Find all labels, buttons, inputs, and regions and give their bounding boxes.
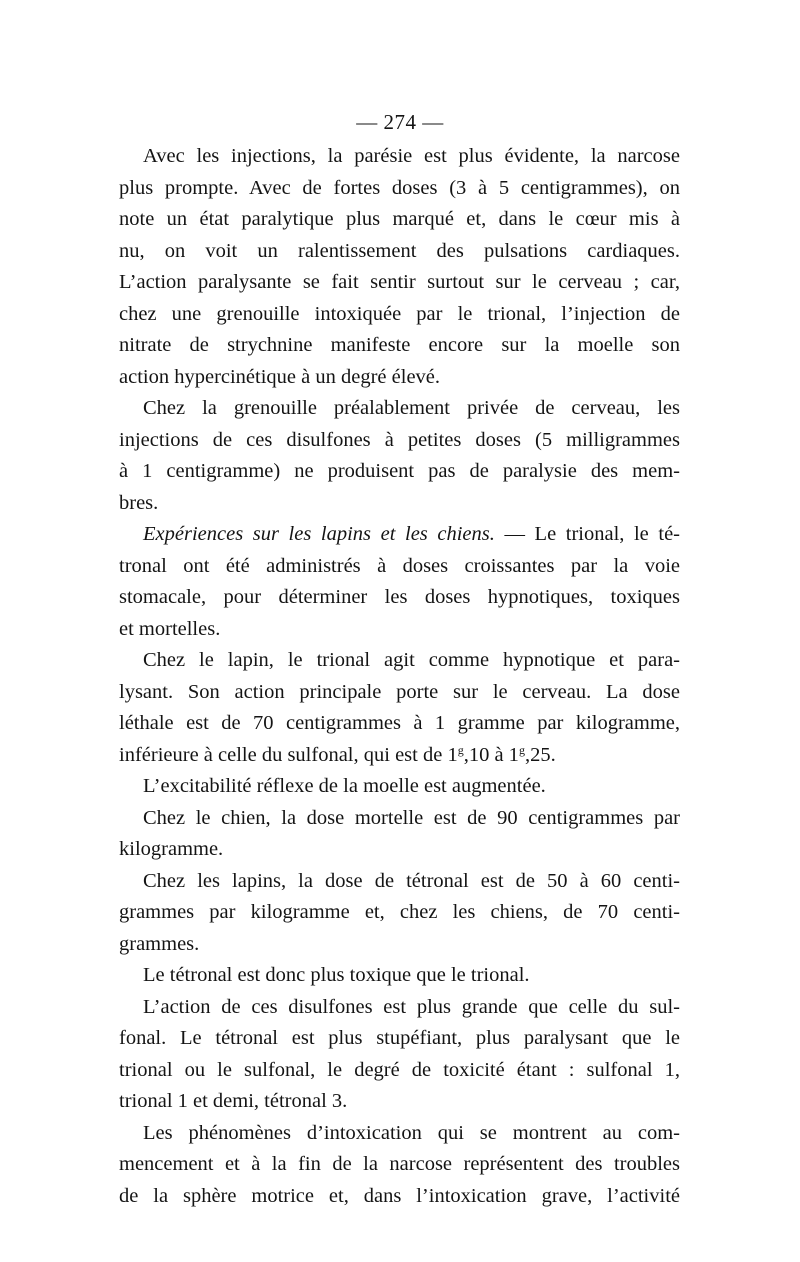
text-line: L’action de ces disulfones est plus grande que celle du sul- (143, 995, 680, 1018)
text-line: Chez la grenouille préalablement privée de cerveau, les (143, 397, 680, 419)
text-line: L’action paralysante se fait sentir surtout sur le cerveau ; car, (119, 271, 680, 293)
text-line: L’excitabilité réflexe de la moelle est augmentée. (143, 775, 546, 797)
text-line: Chez les lapins, la dose de tétronal est de 50 à 60 centi- (143, 869, 680, 892)
text-line: fonal. Le tétronal est plus stupéfiant, plus paralysant que le (119, 1027, 680, 1049)
superscript: g (518, 742, 525, 757)
text-line: et mortelles. (119, 617, 221, 640)
text-line: mencement et à la fin de la narcose représentent des troubles (119, 1153, 680, 1175)
body-text (119, 141, 680, 1212)
text-line: grammes par kilogramme et, chez les chiens, de 70 centi- (119, 901, 680, 923)
text-line: Le tétronal est donc plus toxique que le trional. (143, 964, 530, 986)
text-line: plus prompte. Avec de fortes doses (3 à 5 centigrammes), on (119, 176, 680, 199)
text-line: grammes. (119, 932, 200, 955)
text-line: Les phénomènes d’intoxication qui se montrent au com- (143, 1121, 680, 1144)
text-line: nu, on voit un ralentissement des pulsations cardiaques. (119, 239, 680, 262)
text-line: lysant. Son action principale porte sur le cerveau. La dose (119, 680, 680, 703)
text-line: tronal ont été administrés à doses croissantes par la voie (119, 554, 680, 577)
superscript: g (457, 742, 464, 757)
text-line: léthale est de 70 centigrammes à 1 gramme par kilogramme, (119, 712, 680, 734)
text-line (119, 740, 680, 772)
text-line: action hypercinétique à un degré élevé. (119, 365, 441, 388)
text-line: à 1 centigramme) ne produisent pas de paralysie des mem- (119, 460, 680, 482)
text-line: nitrate de strychnine manifeste encore sur la moelle son (119, 334, 680, 356)
text-fragment: inférieure à celle du sulfonal, qui est de 1 (119, 743, 458, 766)
text-line (119, 519, 680, 551)
text-line: injections de ces disulfones à petites doses (5 milligrammes (119, 428, 680, 451)
text-line: Avec les injections, la parésie est plus évidente, la narcose (143, 145, 680, 167)
text-line: Chez le lapin, le trional agit comme hypnotique et para- (143, 649, 680, 671)
text-fragment: ,10 à 1 (463, 743, 519, 766)
page-number: — 274 — (356, 110, 444, 134)
text-line: Chez le chien, la dose mortelle est de 90 centigrammes par (143, 806, 680, 829)
text-fragment: ,25. (524, 743, 556, 766)
text-line: bres. (119, 491, 159, 514)
text-line: stomacale, pour déterminer les doses hypnotiques, toxiques (119, 586, 680, 608)
text-line: de la sphère motrice et, dans l’intoxication grave, l’activité (119, 1184, 680, 1207)
text-line: note un état paralytique plus marqué et, dans le cœur mis à (119, 208, 680, 230)
text-line: trional 1 et demi, tétronal 3. (119, 1090, 348, 1112)
text-line: kilogramme. (119, 838, 224, 860)
text-line: chez une grenouille intoxiquée par le trional, l’injection de (119, 302, 680, 325)
text-line: trional ou le sulfonal, le degré de toxicité étant : sulfonal 1, (119, 1058, 680, 1081)
text-fragment: — Le trional, le té- (494, 523, 680, 545)
section-heading: Expériences sur les lapins et les chiens. (143, 523, 495, 545)
